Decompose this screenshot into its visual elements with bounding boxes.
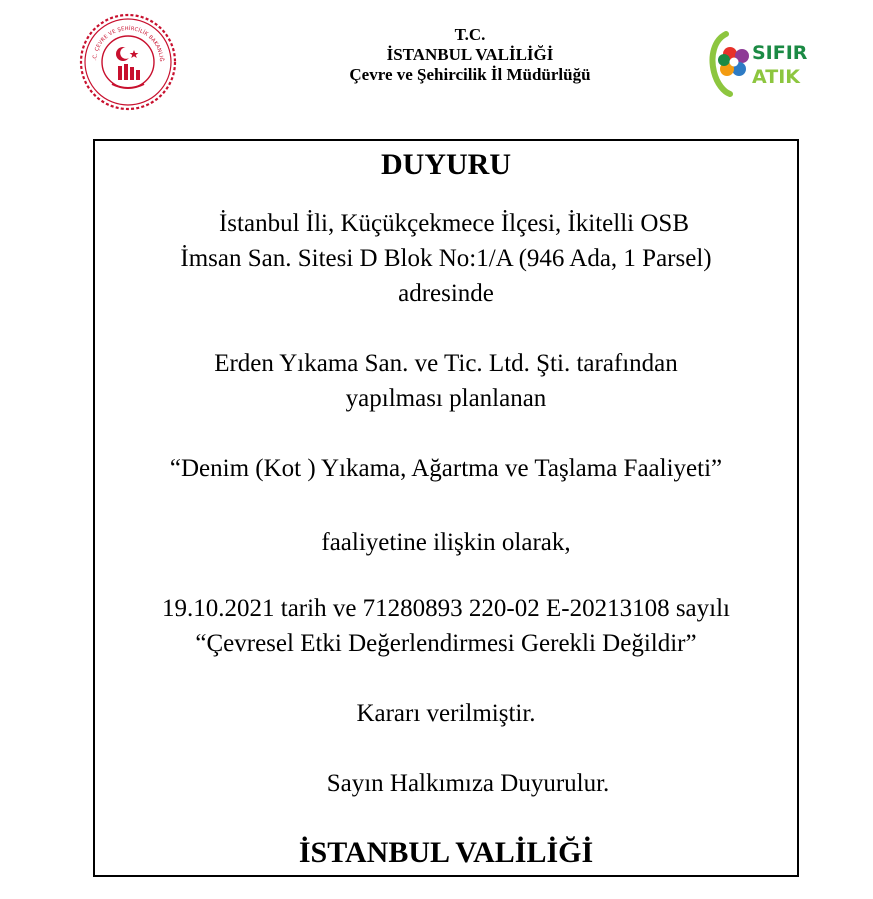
address-line-3: adresinde (398, 280, 494, 307)
company-line-2: yapılması planlanan (345, 385, 547, 412)
public-note: Sayın Halkımıza Duyurulur. (326, 770, 610, 797)
activity-line: faaliyetine ilişkin olarak, (321, 529, 571, 556)
company-line-1: Erden Yıkama San. ve Tic. Ltd. Şti. tarafından (214, 350, 678, 377)
document-header (0, 0, 873, 130)
address-line-1: İstanbul İli, Küçükçekmece İlçesi, İkitelli OSB (218, 210, 689, 237)
signature-governorship: İSTANBUL VALİLİĞİ (298, 836, 594, 869)
zero-waste-word-2: ATIK (752, 66, 800, 88)
heading-directorate: Çevre ve Şehircilik İl Müdürlüğü (349, 65, 591, 84)
institution-heading (250, 25, 690, 85)
project-name: “Denim (Kot ) Yıkama, Ağartma ve Taşlama Faaliyeti” (169, 455, 723, 482)
decision-given: Kararı verilmiştir. (356, 700, 536, 727)
announcement-box (93, 139, 799, 877)
heading-tc: T.C. (454, 25, 486, 44)
address-line-2: İmsan San. Sitesi D Blok No:1/A (946 Ada, 1 Parsel) (180, 245, 712, 272)
decision-text: “Çevresel Etki Değerlendirmesi Gerekli Değildir” (195, 630, 697, 657)
heading-governorship: İSTANBUL VALİLİĞİ (386, 45, 554, 64)
zero-waste-word-1: SIFIR (752, 42, 808, 64)
decision-reference: 19.10.2021 tarih ve 71280893 220-02 E-20213108 sayılı (162, 595, 730, 622)
svg-text:T.C. ÇEVRE VE ŞEHİRCİLİK BAKAN: .C. ÇEVRE VE ŞEHİRCİLİK BAKANLIĞ (92, 25, 165, 62)
ministry-seal-logo (78, 12, 178, 112)
flower-icon (713, 34, 750, 94)
announcement-title: DUYURU (381, 148, 511, 181)
zero-waste-logo (708, 28, 808, 98)
